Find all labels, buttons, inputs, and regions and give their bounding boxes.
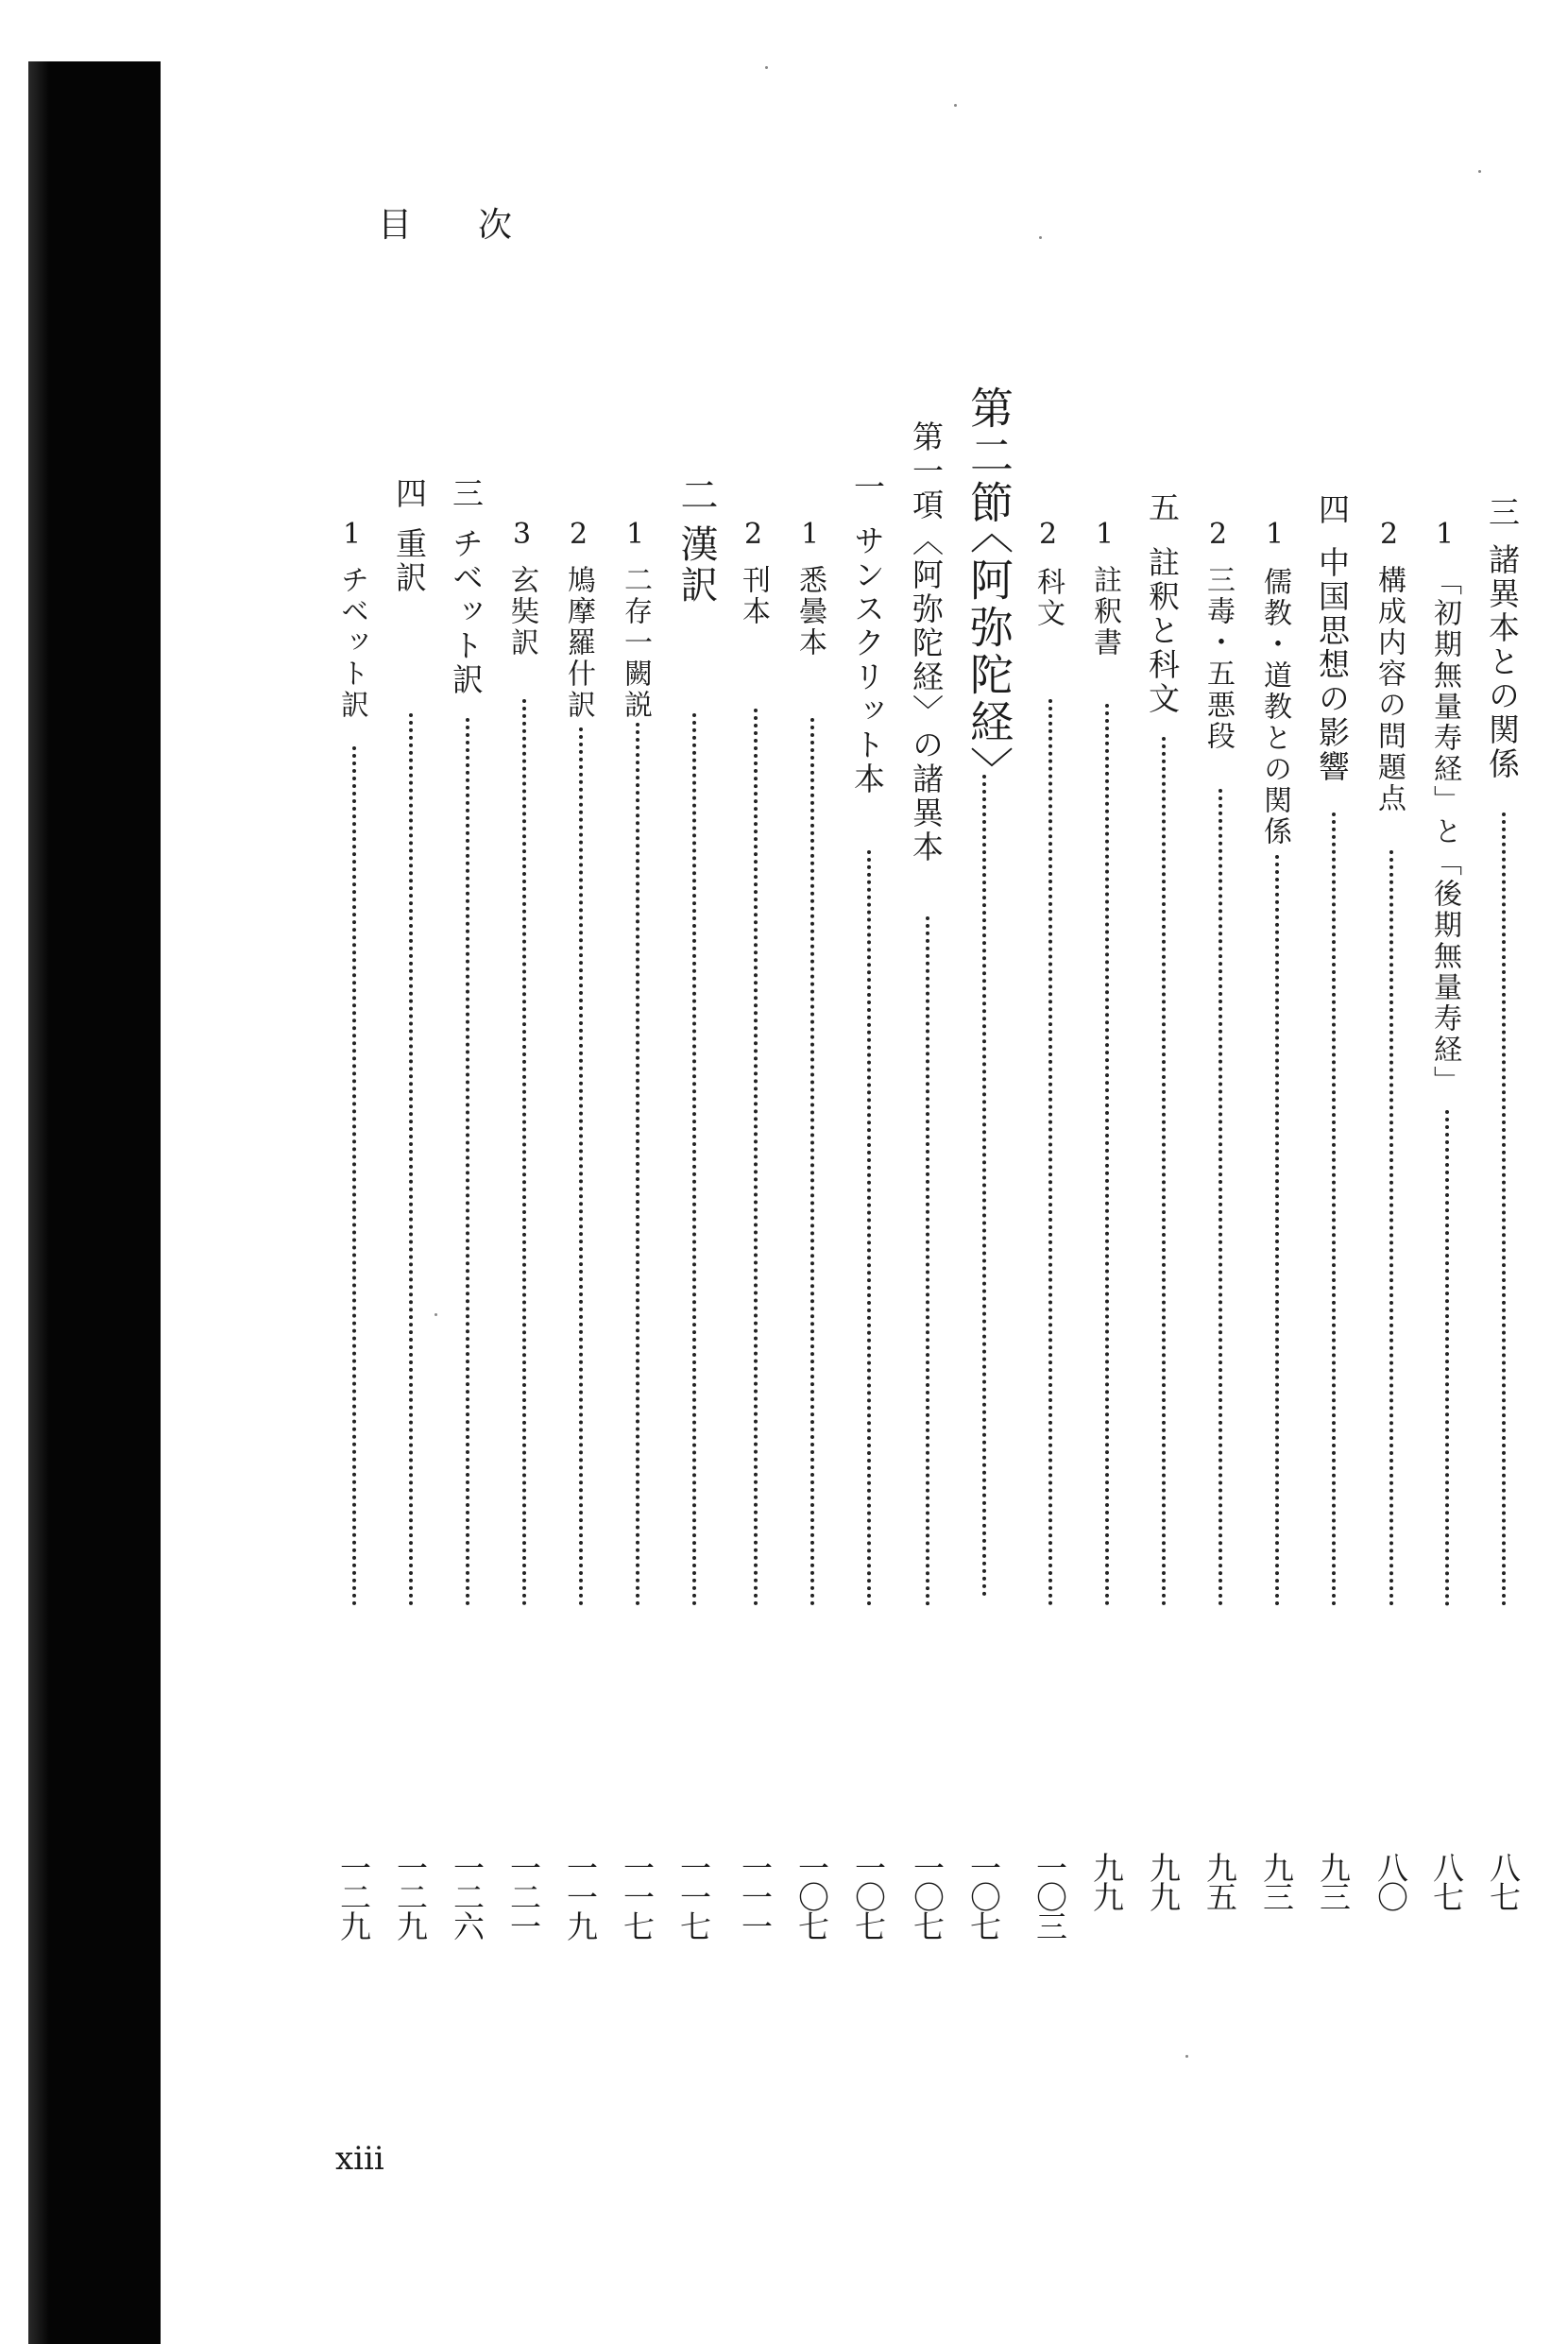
dot-leader	[926, 916, 929, 1606]
toc-entry-title: 三毒・五悪段	[1202, 565, 1235, 752]
toc-entry-page: 一一七	[675, 1852, 712, 1940]
toc-entry-title: 「初期無量寿経」と「後期無量寿経」	[1428, 567, 1461, 1097]
dot-leader	[1502, 813, 1506, 1606]
toc-entry-title: 〈阿弥陀経〉	[963, 510, 1014, 794]
toc-entry-number: 2	[1031, 518, 1065, 551]
toc-entry-number: 第一項	[908, 420, 945, 522]
dot-leader	[1332, 813, 1336, 1606]
dot-leader	[1445, 1110, 1449, 1606]
toc-entry-number: 1	[1088, 518, 1121, 551]
toc-entry-title: チベット訳	[335, 565, 368, 721]
heading-char-1: 目	[378, 205, 413, 245]
binding-shadow	[28, 61, 161, 2344]
toc-entry-page: 八〇	[1372, 1852, 1409, 1910]
toc-entry-title: 儒教・道教との関係	[1258, 567, 1291, 847]
toc-entry-page: 一一七	[619, 1852, 656, 1940]
toc-entry-number: 1	[335, 518, 368, 551]
toc-entry-page: 一〇三	[1031, 1852, 1068, 1940]
heading-char-2: 次	[478, 205, 513, 245]
dot-leader	[636, 723, 639, 1606]
toc-entry-page: 八七	[1485, 1852, 1522, 1910]
toc-entry-page: 九九	[1088, 1852, 1125, 1910]
toc-entry-title: 悉曇本	[793, 565, 827, 659]
toc-entry-title: 科文	[1031, 567, 1065, 629]
toc-entry-title: 二存一闕説	[619, 565, 652, 721]
toc-entry-page: 一一九	[562, 1852, 599, 1940]
toc-entry-page: 一〇七	[793, 1852, 830, 1940]
toc-entry-page: 九九	[1145, 1852, 1182, 1910]
dot-leader	[1162, 737, 1166, 1606]
toc-entry-page: 一〇七	[850, 1852, 887, 1940]
toc-entry-page: 一二六	[449, 1852, 486, 1940]
toc-entry-title: サンスクリット本	[849, 524, 886, 796]
dot-leader	[409, 713, 413, 1606]
toc-entry-page: 一〇七	[965, 1852, 1002, 1940]
toc-entry-number: 1	[793, 518, 827, 551]
toc-entry-title: 玄奘訳	[505, 565, 538, 659]
toc-entry-page: 一二一	[505, 1852, 542, 1940]
toc-entry-title: チベット訳	[448, 527, 485, 697]
toc-entry-title: 註釈書	[1088, 565, 1121, 659]
toc-entry-number: 2	[737, 518, 770, 551]
toc-entry-page: 九三	[1315, 1852, 1352, 1910]
dot-leader	[867, 850, 871, 1606]
dot-leader	[1105, 704, 1109, 1606]
toc-entry-page: 九三	[1258, 1852, 1295, 1910]
toc-entry-title: 漢訳	[674, 524, 718, 606]
dot-leader	[1219, 789, 1222, 1606]
toc-entry-number: 三	[1484, 496, 1521, 530]
toc-entry-page: 八七	[1428, 1852, 1465, 1910]
toc-entry-title: 諸異本との関係	[1484, 543, 1521, 781]
toc-entry-number: 四	[1314, 493, 1351, 527]
toc-entry-title: 重訳	[391, 527, 428, 595]
toc-entry-number: 2	[1372, 518, 1406, 551]
toc-entry-page: 一一一	[737, 1852, 774, 1940]
toc-entry-number: 1	[1258, 518, 1291, 551]
toc-entry-number: 三	[448, 477, 485, 511]
toc-entry-title: 〈阿弥陀経〉の諸異本	[908, 524, 945, 864]
toc-entry-page: 一二九	[335, 1852, 372, 1940]
dot-leader	[579, 727, 583, 1606]
toc-entry-page: 一〇七	[909, 1852, 946, 1940]
dot-leader	[522, 699, 526, 1606]
dot-leader	[692, 713, 696, 1606]
toc-entry-number: 2	[562, 518, 595, 551]
toc-entry-title: 註釈と科文	[1144, 546, 1181, 716]
toc-entry-page: 一二九	[392, 1852, 429, 1940]
toc-entry-number: 四	[391, 477, 428, 511]
toc-heading	[378, 194, 512, 250]
toc-entry-title: 構成内容の問題点	[1372, 565, 1406, 814]
toc-entry-title: 中国思想の影響	[1314, 546, 1351, 784]
toc-entry-number: 3	[505, 518, 538, 551]
toc-entry-title: 刊本	[737, 565, 770, 627]
dot-leader	[1389, 850, 1393, 1606]
dot-leader	[982, 775, 986, 1597]
toc-entry-number: 1	[1428, 518, 1461, 551]
page-number: xiii	[335, 2140, 384, 2178]
toc-entry-page: 九五	[1202, 1852, 1238, 1910]
dot-leader	[810, 718, 814, 1606]
toc-entry-number: 1	[619, 518, 652, 551]
toc-entry-title: 鳩摩羅什訳	[562, 565, 595, 721]
dot-leader	[352, 746, 356, 1606]
dot-leader	[1275, 855, 1279, 1606]
dot-leader	[1048, 699, 1052, 1606]
toc-entry-number: 2	[1202, 518, 1235, 551]
toc-entry-number: 二	[674, 475, 718, 516]
dot-leader	[754, 709, 758, 1606]
toc-entry-number: 第二節	[963, 385, 1014, 527]
dot-leader	[466, 718, 469, 1606]
toc-entry-number: 五	[1144, 491, 1181, 525]
toc-entry-number: 一	[849, 471, 886, 505]
